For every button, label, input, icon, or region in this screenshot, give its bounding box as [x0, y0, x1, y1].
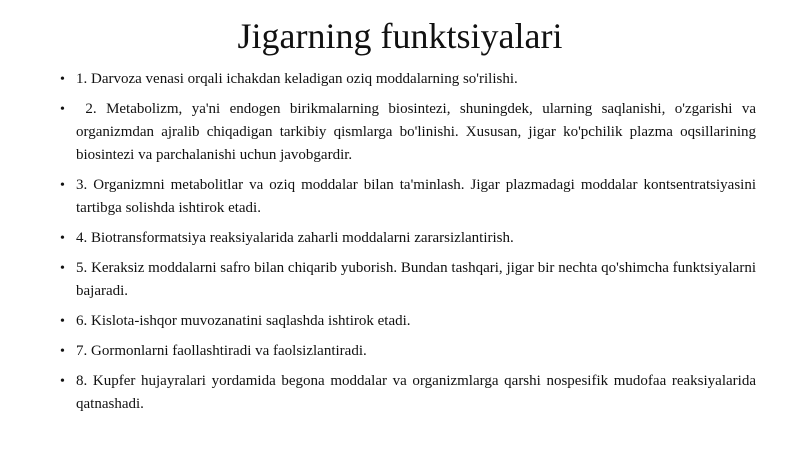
- bullet-icon: •: [60, 374, 65, 389]
- list-item: [60, 98, 760, 167]
- list-item: [60, 227, 756, 250]
- list-item-text: 2. Metabolizm, ya'ni endogen birikmalarning biosintezi, shuningdek, ularning saqlanishi, o'zgarishi va organizmdan ajralib chiqadigan tarkibiy qismlarga bo'linishi. Xususan, jigar ko'pchilik plazma oqsillarining biosintezi va parchalanishi uchun javobgardir.: [76, 101, 760, 163]
- list-item-text: 4. Biotransformatsiya reaksiyalarida zaharli moddalarni zararsizlantirish.: [76, 230, 514, 246]
- bullet-icon: •: [60, 344, 65, 359]
- bullet-icon: •: [60, 72, 65, 87]
- list-item: [60, 257, 756, 303]
- list-item: [60, 310, 756, 333]
- bullet-icon: •: [60, 102, 65, 117]
- bullet-icon: •: [60, 178, 65, 193]
- list-item: [60, 370, 756, 416]
- slide-title: Jigarning funktsiyalari: [237, 16, 563, 56]
- list-item-text: 7. Gormonlarni faollashtiradi va faolsizlantiradi.: [76, 343, 367, 359]
- list-item-text: 8. Kupfer hujayralari yordamida begona moddalar va organizmlarga qarshi nospesifik mudofaa reaksiyalarida qatnashadi.: [76, 373, 756, 412]
- bullet-icon: •: [60, 314, 65, 329]
- list-item-text: 1. Darvoza venasi orqali ichakdan keladigan oziq moddalarning so'rilishi.: [76, 71, 518, 87]
- list-item-text: 3. Organizmni metabolitlar va oziq moddalar bilan ta'minlash. Jigar plazmadagi moddalar kontsentratsiyasini tartibga solishda ishtirok etadi.: [76, 177, 756, 216]
- list-item: [60, 68, 756, 91]
- bullet-icon: •: [60, 261, 65, 276]
- list-item: [60, 174, 756, 220]
- bullet-icon: •: [60, 231, 65, 246]
- list-item-text: 6. Kislota-ishqor muvozanatini saqlashda ishtirok etadi.: [76, 313, 411, 329]
- bullet-list: [60, 68, 760, 423]
- list-item-text: 5. Keraksiz moddalarni safro bilan chiqarib yuborish. Bundan tashqari, jigar bir nechta qo'shimcha funktsiyalarni bajaradi.: [76, 260, 756, 299]
- list-item: [60, 340, 756, 363]
